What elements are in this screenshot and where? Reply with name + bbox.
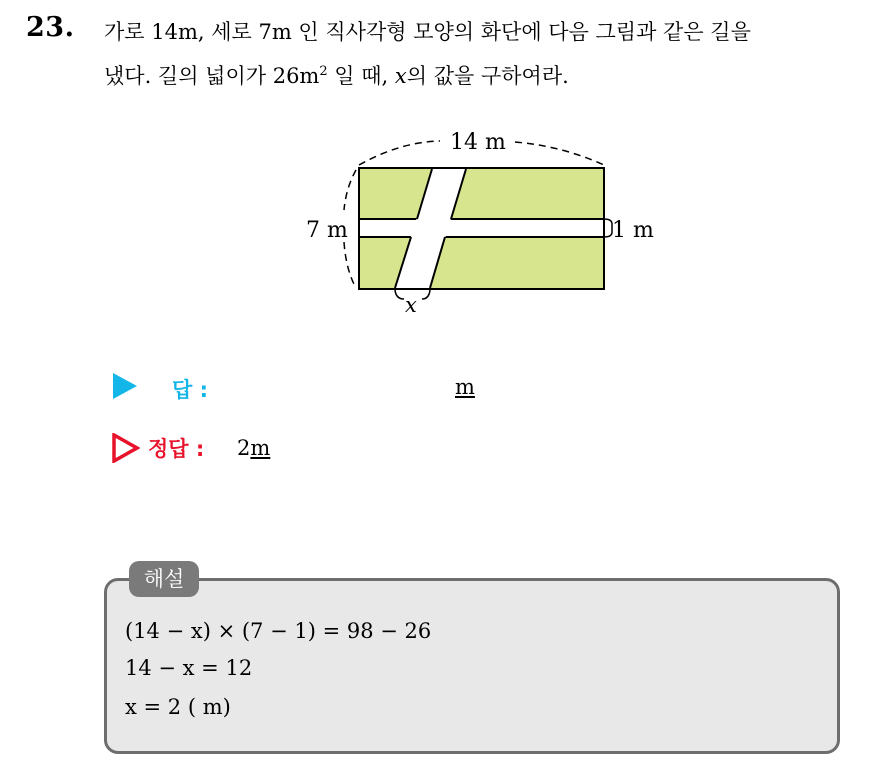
height-label: 7 m <box>306 218 348 243</box>
height-dimension-arc <box>344 170 356 210</box>
answer-row <box>112 372 475 402</box>
garden-figure <box>300 118 680 323</box>
width-dimension-arc <box>359 141 440 165</box>
answer-label: 답 : <box>172 378 208 402</box>
question-text-line1: 가로 14m, 세로 7m 인 직사각형 모양의 화단에 다음 그림과 같은 길을 <box>104 20 751 44</box>
correct-answer-label: 정답 : <box>148 437 205 461</box>
question-text-part: 의 값을 구하여라. <box>406 64 569 88</box>
solution-line-1: (14 − x) × (7 − 1) = 98 − 26 <box>125 619 432 643</box>
width-dimension-arc <box>515 142 604 165</box>
road-width-label: 1 m <box>612 218 654 243</box>
outline-arrow-icon <box>112 433 140 463</box>
question-text-line2 <box>104 60 569 90</box>
horizontal-road <box>359 219 604 237</box>
x-label: x <box>405 293 417 317</box>
question-text-part: 일 때, <box>327 64 395 88</box>
correct-unit: m <box>250 436 271 460</box>
height-dimension-arc <box>344 242 356 288</box>
solution-tab: 해설 <box>129 561 199 597</box>
width-label: 14 m <box>450 130 506 155</box>
solution-line-3: x = 2 ( m) <box>125 695 231 719</box>
variable-x: x <box>394 64 407 88</box>
correct-answer-row <box>112 433 271 463</box>
correct-answer-value <box>237 436 270 460</box>
correct-value: 2 <box>237 436 251 460</box>
answer-unit: m <box>455 375 475 399</box>
question-number: 23. <box>26 12 75 43</box>
question-text-part: 냈다. 길의 넓이가 26m <box>104 64 320 88</box>
solution-line-2: 14 − x = 12 <box>125 656 253 680</box>
exponent: 2 <box>319 64 328 79</box>
play-arrow-icon <box>112 372 138 400</box>
road-width-bracket <box>604 219 612 237</box>
